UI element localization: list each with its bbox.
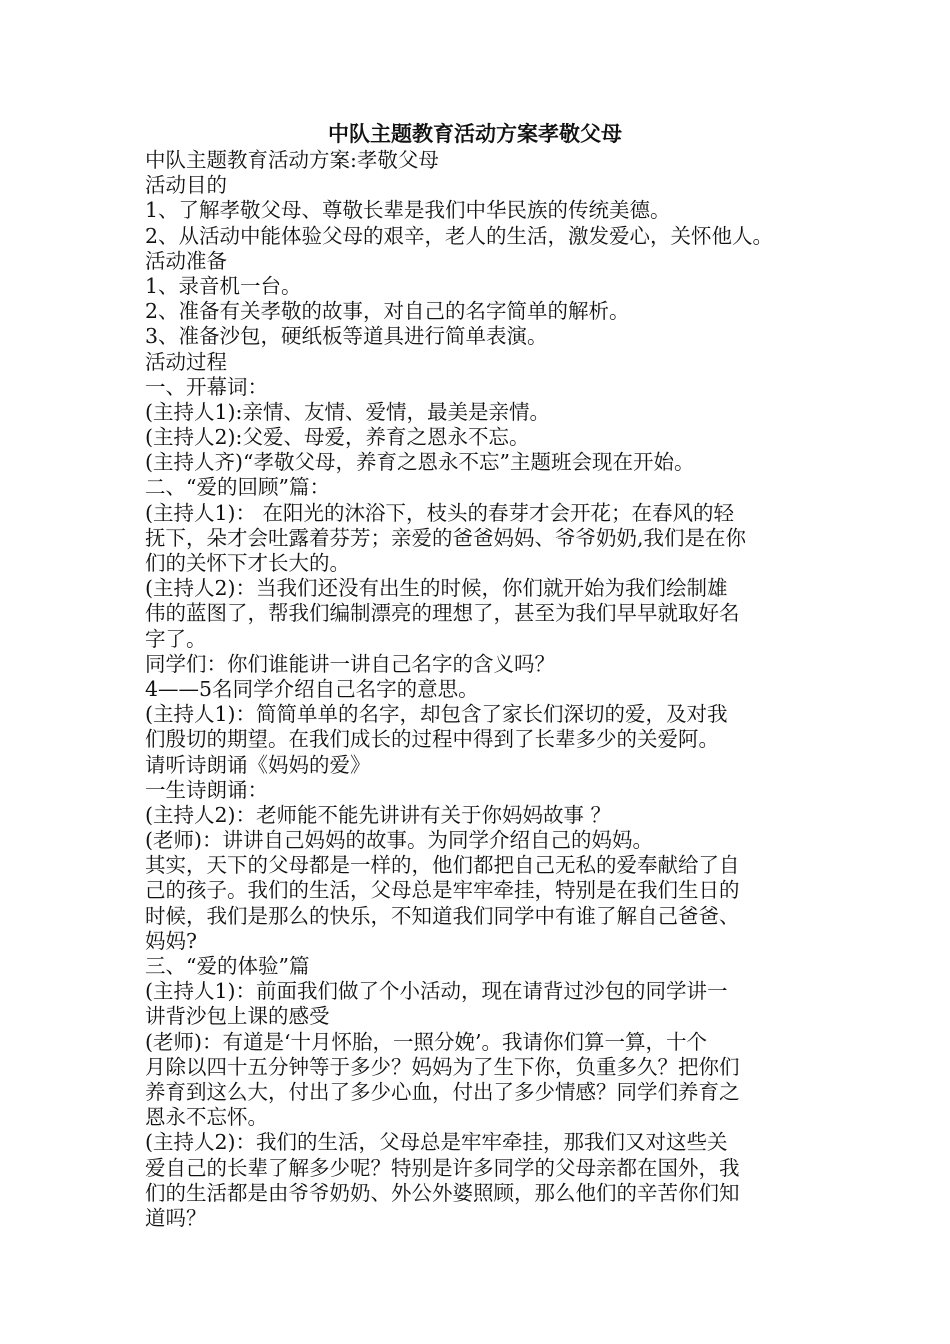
text-line: 3、准备沙包，硬纸板等道具进行简单表演。 [145,324,548,349]
text-line: 养育到这么大，付出了多少心血，付出了多少情感？同学们养育之 [145,1079,740,1104]
text-line: 抚下，朵才会吐露着芬芳；亲爱的爸爸妈妈、爷爷奶奶,我们是在你 [145,525,747,550]
text-line: 2、从活动中能体验父母的艰辛，老人的生活，激发爱心，关怀他人。 [145,223,774,248]
text-line: (主持人2)：老师能不能先讲讲有关于你妈妈故事 ？ [145,802,612,827]
text-line: (主持人1):亲情、友情、爱情，最美是亲情。 [145,399,550,424]
text-line: (主持人1)：简简单单的名字，却包含了家长们深切的爱，及对我 [145,702,728,727]
text-line: 1、录音机一台。 [145,273,302,298]
text-line: 活动过程 [145,349,227,374]
text-line: (主持人1)： 在阳光的沐浴下，枝头的春芽才会开花；在春风的轻 [145,500,735,525]
text-line: (主持人2)：当我们还没有出生的时候，你们就开始为我们绘制雄 [145,576,728,601]
text-line: 二、“爱的回顾”篇： [145,475,330,500]
text-line: 1、了解孝敬父母、尊敬长辈是我们中华民族的传统美德。 [145,198,671,223]
text-line: 一、开幕词： [145,374,268,399]
text-line: 同学们：你们谁能讲一讲自己名字的含义吗？ [145,651,555,676]
text-line: 一生诗朗诵： [145,777,268,802]
document-body [145,148,835,1231]
text-line: 2、准备有关孝敬的故事，对自己的名字简单的解析。 [145,299,630,324]
text-line: 道吗？ [145,1205,207,1230]
text-line: 活动准备 [145,248,227,273]
text-line: 请听诗朗诵《妈妈的爱》 [145,752,371,777]
text-line: 时候，我们是那么的快乐，不知道我们同学中有谁了解自己爸爸、 [145,903,740,928]
text-line: 字了。 [145,626,207,651]
text-line: (主持人1)：前面我们做了个小活动，现在请背过沙包的同学讲一 [145,979,728,1004]
text-line: (老师)：有道是‘十月怀胎，一照分娩’。我请你们算一算，十个 [145,1029,708,1054]
text-line: 三、“爱的体验”篇 [145,954,310,978]
text-line: 活动目的 [145,173,227,198]
text-line: 伟的蓝图了，帮我们编制漂亮的理想了，甚至为我们早早就取好名 [145,601,740,626]
text-line: (主持人2):父爱、母爱，养育之恩永不忘。 [145,425,530,450]
text-line: 们的生活都是由爷爷奶奶、外公外婆照顾，那么他们的辛苦你们知 [145,1180,740,1205]
text-line: (老师)：讲讲自己妈妈的故事。为同学介绍自己的妈妈。 [145,828,653,853]
text-line: 4——5名同学介绍自己名字的意思。 [145,676,479,701]
text-line: 恩永不忘怀。 [145,1105,268,1130]
text-line: 们的关怀下才长大的。 [145,551,350,575]
text-line: 们殷切的期望。在我们成长的过程中得到了长辈多少的关爱阿。 [145,727,719,752]
document-title: 中队主题教育活动方案孝敬父母 [328,121,622,146]
text-line: 妈妈? [145,928,197,953]
text-line: 爱自己的长辈了解多少呢？特别是许多同学的父母亲都在国外，我 [145,1155,740,1180]
text-line: 己的孩子。我们的生活，父母总是牢牢牵挂，特别是在我们生日的 [145,878,740,903]
text-line: 其实，天下的父母都是一样的，他们都把自己无私的爱奉献给了自 [145,853,740,878]
text-line: (主持人2)：我们的生活，父母总是牢牢牵挂，那我们又对这些关 [145,1130,728,1155]
text-line: (主持人齐)“孝敬父母，养育之恩永不忘”主题班会现在开始。 [145,450,695,475]
text-line: 月除以四十五分钟等于多少？妈妈为了生下你，负重多久？把你们 [145,1054,740,1079]
text-line: 中队主题教育活动方案:孝敬父母 [145,148,439,172]
text-line: 讲背沙包上课的感受 [145,1004,330,1029]
